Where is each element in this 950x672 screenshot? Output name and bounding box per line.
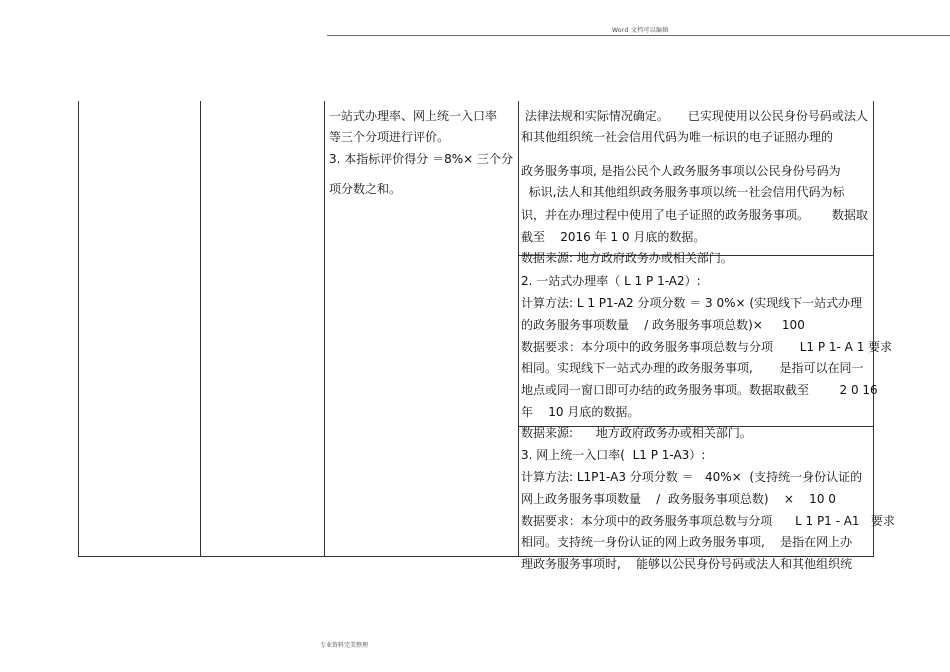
text-line: 数据要求：本分项中的政务服务事项总数与分项 L 1 P1 - A1 要求 <box>521 514 895 528</box>
text-line: 理政务服务事项时, 能够以公民身份号码或法人和其他组织统 <box>521 557 853 571</box>
header-text: Word 文档可以编辑 <box>612 27 669 34</box>
text-line: 数据要求：本分项中的政务服务事项总数与分项 L1 P 1- A 1 要求 <box>521 340 893 354</box>
text-line: 计算方法: L 1 P1-A2 分项分数 ＝ 3 0%× (实现线下一站式办理 <box>521 296 863 310</box>
text-line: 2. 一站式办理率（ L 1 P 1-A2）: <box>521 274 701 288</box>
header-rule <box>327 35 950 36</box>
table-border-right <box>873 101 874 557</box>
text-line: 网上政务服务事项数量 / 政务服务事项总数) × 10 0 <box>521 492 836 506</box>
text-line: 计算方法: L1P1-A3 分项分数 ＝ 40%× (支持统一身份认证的 <box>521 470 863 484</box>
text-line: 法律法规和实际情况确定。 已实现使用以公民身份号码或法人 <box>521 109 868 123</box>
text-line: 地点或同一窗口即可办结的政务服务事项。数据取截至 2 0 16 <box>521 383 878 397</box>
table-col-divider-3 <box>518 101 519 557</box>
text-line: 一站式办理率、网上统一入口率 <box>329 109 498 123</box>
text-line: 年 10 月底的数据。 <box>521 405 640 419</box>
text-line: 标识,法人和其他组织政务服务事项以统一社会信用代码为标 <box>521 185 845 199</box>
text-line: 政务服务事项, 是指公民个人政务服务事项以公民身份号码为 <box>521 164 841 178</box>
text-line: 识，并在办理过程中使用了电子证照的政务服务事项。 数据取 <box>521 208 868 222</box>
text-line: 项分数之和。 <box>329 182 402 196</box>
text-line: 数据来源: 地方政府政务办或相关部门。 <box>521 251 733 265</box>
text-line: 相同。支持统一身份认证的网上政务服务事项, 是指在网上办 <box>521 535 853 549</box>
text-line: 和其他组织统一社会信用代码为唯一标识的电子证照办理的 <box>521 130 834 144</box>
text-line: 3. 本指标评价得分 ＝8%× 三个分 <box>329 152 513 166</box>
text-line: 截至 2016 年 1 0 月底的数据。 <box>521 230 706 244</box>
text-line: 数据来源: 地方政府政务办或相关部门。 <box>521 426 752 440</box>
text-line: 等三个分项进行评价。 <box>329 130 450 144</box>
table-col-divider-1 <box>200 101 201 557</box>
table-border-left <box>78 101 79 557</box>
text-line: 的政务服务事项数量 / 政务服务事项总数)× 100 <box>521 318 805 332</box>
table-col-divider-2 <box>324 101 325 557</box>
page-footer: 专业资料完美整理 <box>320 642 369 649</box>
text-line: 相同。实现线下一站式办理的政务服务事项, 是指可以在同一 <box>521 361 864 375</box>
text-line: 3. 网上统一入口率( L1 P 1-A3）: <box>521 448 706 462</box>
